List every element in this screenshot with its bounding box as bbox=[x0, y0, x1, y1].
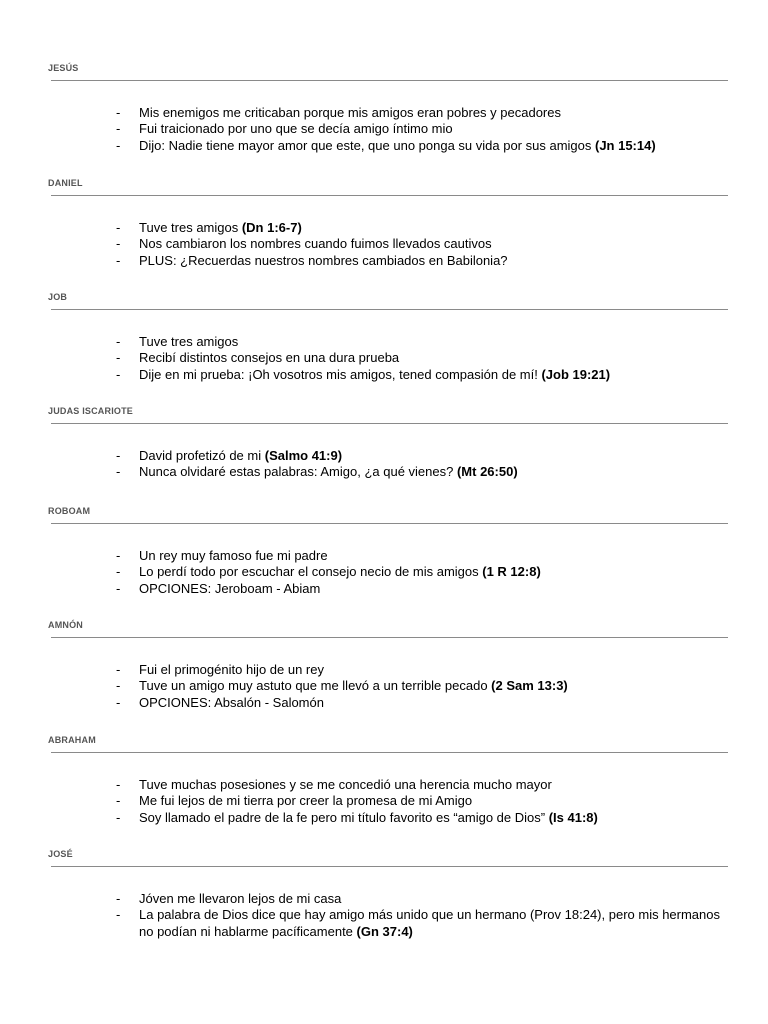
clue-list bbox=[48, 777, 728, 826]
clue-text: La palabra de Dios dice que hay amigo más unido que un hermano (Prov 18:24), pero mis hermanos no podían ni hablarme pacíficamente bbox=[139, 907, 721, 939]
bible-reference: (Jn 15:14) bbox=[594, 137, 656, 153]
bullet-dash: - bbox=[116, 548, 121, 563]
bullet-dash: - bbox=[116, 236, 121, 252]
clue-item bbox=[48, 236, 728, 252]
clue-item bbox=[48, 678, 728, 694]
bullet-dash: - bbox=[116, 777, 121, 792]
clue-item bbox=[48, 891, 728, 907]
clue-text: Tuve un amigo muy astuto que me llevó a un terrible pecado bbox=[139, 678, 492, 694]
clue-list bbox=[48, 105, 728, 154]
section-divider bbox=[51, 637, 728, 638]
clue-item bbox=[48, 350, 728, 366]
section-divider bbox=[51, 80, 728, 81]
bullet-dash: - bbox=[116, 334, 121, 349]
clue-item bbox=[48, 220, 728, 236]
clue-item bbox=[48, 907, 728, 940]
section-abraham bbox=[48, 734, 728, 825]
clue-list bbox=[48, 334, 728, 383]
section-jesus bbox=[48, 62, 728, 153]
section-amnon bbox=[48, 619, 728, 710]
clue-list bbox=[48, 891, 728, 940]
bible-reference: (Job 19:21) bbox=[541, 366, 611, 382]
section-judas-iscariote bbox=[48, 405, 728, 480]
clue-text: Fui traicionado por uno que se decía amigo íntimo mio bbox=[139, 121, 453, 137]
bullet-dash: - bbox=[116, 252, 121, 268]
clue-text: Tuve tres amigos bbox=[139, 334, 239, 349]
clue-text: Mis enemigos me criticaban porque mis amigos eran pobres y pecadores bbox=[139, 105, 561, 120]
clue-list bbox=[48, 448, 728, 481]
clue-text: OPCIONES: Jeroboam - Abiam bbox=[139, 580, 321, 596]
clue-item bbox=[48, 777, 728, 793]
section-heading: ROBOAM bbox=[48, 506, 91, 516]
clue-text: Lo perdí todo por escuchar el consejo necio de mis amigos bbox=[139, 564, 483, 580]
clue-text: OPCIONES: Absalón - Salomón bbox=[139, 694, 324, 710]
clue-text: Soy llamado el padre de la fe pero mi título favorito es “amigo de Dios” bbox=[139, 809, 549, 825]
bible-reference: (Is 41:8) bbox=[548, 809, 598, 825]
clue-item bbox=[48, 564, 728, 580]
clue-text: Un rey muy famoso fue mi padre bbox=[139, 548, 328, 563]
section-jose bbox=[48, 848, 728, 939]
clue-text: David profetizó de mi bbox=[139, 448, 265, 463]
section-heading: JOSÉ bbox=[48, 849, 73, 859]
bullet-dash: - bbox=[116, 464, 121, 480]
clue-item bbox=[48, 121, 728, 137]
bullet-dash: - bbox=[116, 105, 121, 120]
bullet-dash: - bbox=[116, 891, 121, 906]
section-divider bbox=[51, 752, 728, 753]
bullet-dash: - bbox=[116, 366, 121, 382]
section-heading: JESÚS bbox=[48, 63, 79, 73]
section-heading: AMNÓN bbox=[48, 620, 83, 630]
bullet-dash: - bbox=[116, 580, 121, 596]
clue-item bbox=[48, 105, 728, 121]
clue-list bbox=[48, 548, 728, 597]
clue-item bbox=[48, 810, 728, 826]
section-divider bbox=[51, 423, 728, 424]
bullet-dash: - bbox=[116, 907, 121, 923]
clue-text: PLUS: ¿Recuerdas nuestros nombres cambiados en Babilonia? bbox=[139, 252, 508, 268]
bible-reference: (Mt 26:50) bbox=[456, 464, 518, 480]
clue-text: Dijo: Nadie tiene mayor amor que este, que uno ponga su vida por sus amigos bbox=[139, 137, 595, 153]
bible-reference: (1 R 12:8) bbox=[482, 564, 541, 580]
bullet-dash: - bbox=[116, 678, 121, 694]
section-daniel bbox=[48, 177, 728, 268]
clue-text: Me fui lejos de mi tierra por creer la promesa de mi Amigo bbox=[139, 793, 473, 809]
clue-text: Tuve muchas posesiones y se me concedió una herencia mucho mayor bbox=[139, 777, 552, 792]
clue-item bbox=[48, 581, 728, 597]
clue-item bbox=[48, 448, 728, 464]
section-roboam bbox=[48, 505, 728, 596]
clue-text: Recibí distintos consejos en una dura prueba bbox=[139, 350, 400, 366]
bible-reference: (Salmo 41:9) bbox=[264, 448, 343, 463]
clue-item bbox=[48, 793, 728, 809]
section-divider bbox=[51, 866, 728, 867]
section-job bbox=[48, 291, 728, 382]
bullet-dash: - bbox=[116, 121, 121, 137]
clue-item bbox=[48, 367, 728, 383]
section-heading: DANIEL bbox=[48, 178, 83, 188]
section-heading: JUDAS ISCARIOTE bbox=[48, 406, 134, 416]
section-divider bbox=[51, 195, 728, 196]
clue-text: Jóven me llevaron lejos de mi casa bbox=[139, 891, 342, 906]
section-divider bbox=[51, 523, 728, 524]
clue-item bbox=[48, 334, 728, 350]
section-heading: ABRAHAM bbox=[48, 735, 96, 745]
bullet-dash: - bbox=[116, 793, 121, 809]
bullet-dash: - bbox=[116, 662, 121, 677]
clue-item bbox=[48, 464, 728, 480]
bullet-dash: - bbox=[116, 694, 121, 710]
bullet-dash: - bbox=[116, 220, 121, 235]
bullet-dash: - bbox=[116, 448, 121, 463]
clue-item bbox=[48, 548, 728, 564]
bible-reference: (2 Sam 13:3) bbox=[491, 678, 568, 694]
bullet-dash: - bbox=[116, 350, 121, 366]
clue-item bbox=[48, 662, 728, 678]
clue-item bbox=[48, 138, 728, 154]
section-divider bbox=[51, 309, 728, 310]
clue-text: Fui el primogénito hijo de un rey bbox=[139, 662, 324, 677]
clue-text: Nunca olvidaré estas palabras: Amigo, ¿a qué vienes? bbox=[139, 464, 457, 480]
bullet-dash: - bbox=[116, 809, 121, 825]
clue-text: Dije en mi prueba: ¡Oh vosotros mis amigos, tened compasión de mí! bbox=[139, 366, 542, 382]
bible-reference: (Gn 37:4) bbox=[356, 923, 413, 939]
bible-reference: (Dn 1:6-7) bbox=[241, 220, 302, 235]
clue-item bbox=[48, 695, 728, 711]
clue-list bbox=[48, 662, 728, 711]
bullet-dash: - bbox=[116, 137, 121, 153]
clue-text: Tuve tres amigos bbox=[139, 220, 242, 235]
clue-text: Nos cambiaron los nombres cuando fuimos llevados cautivos bbox=[139, 236, 492, 252]
section-heading: JOB bbox=[48, 292, 68, 302]
clue-list bbox=[48, 220, 728, 269]
bullet-dash: - bbox=[116, 564, 121, 580]
clue-item bbox=[48, 253, 728, 269]
